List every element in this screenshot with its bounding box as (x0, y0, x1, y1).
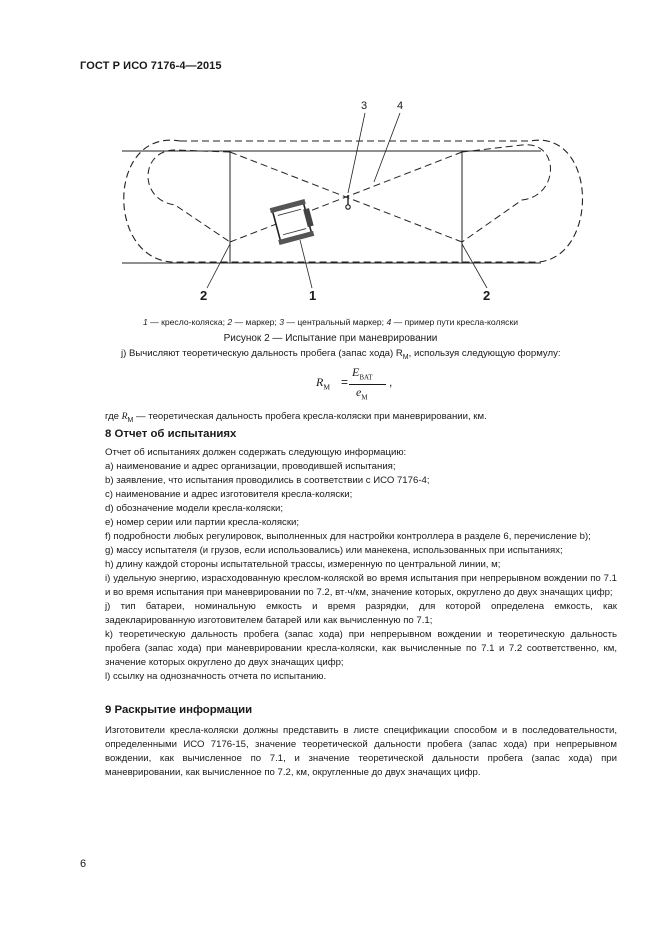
legend-num-1: 1 (142, 317, 148, 327)
formula-lhs (316, 375, 330, 391)
caption-text: — Испытание при маневрировании (269, 333, 438, 344)
section-9-title: 9 Раскрытие информации (105, 704, 253, 716)
item-j-rest: , используя следующую формулу: (408, 348, 561, 359)
wheelchair-icon (270, 198, 317, 245)
list-item: e) номер серии или партии кресла-коляски; (105, 517, 300, 528)
formula-num-symbol: E (352, 365, 360, 379)
list-item: k) теоретическую дальность пробега (запас хода) при непрерывном вождении и теоретическую дальность пробега (запас хода) при маневрировании кресла-коляски, как вычисленные по 7.1 и 7.2 соответственно, км, значение которых округлено до двух значащих цифр; (105, 629, 617, 668)
figure-caption (0, 333, 661, 344)
where-symbol: R (121, 411, 128, 422)
legend-text-4: — пример пути кресла-коляски (391, 317, 519, 327)
list-item: d) обозначение модели кресла-коляски; (105, 503, 284, 514)
formula-equals: = (341, 375, 349, 389)
document-header: ГОСТ Р ИСО 7176-4—2015 (80, 60, 222, 72)
formula-numerator (352, 365, 373, 381)
list-item: c) наименование и адрес изготовителя кресла-коляски; (105, 489, 353, 500)
where-sub: M (127, 416, 134, 424)
figure-legend (0, 317, 661, 327)
where-clause (105, 410, 625, 428)
list-item: j) тип батареи, номинальную емкость и время разрядки, для которой определена емкость, как задекларированную изготовителем батарей или как вычисленную по 7.1; (105, 601, 617, 626)
legend-text-2: — маркер; (232, 317, 280, 327)
where-text: — теоретическая дальность пробега кресла-коляски при маневрировании, км. (133, 411, 487, 422)
legend-num-3: 3 (279, 317, 284, 327)
where-pre: где (105, 411, 122, 422)
callout-2-left: 2 (200, 288, 208, 303)
callout-1: 1 (309, 288, 317, 303)
list-item: h) длину каждой стороны испытательной трассы, измеренную по центральной линии, м; (105, 559, 501, 570)
formula-num-sub: BAT (359, 373, 373, 382)
caption-prefix: Рисунок 2 (223, 333, 270, 344)
callout-4: 4 (397, 100, 404, 112)
item-j-text: j) Вычисляют теоретическую дальность пробега (запас хода) R (121, 348, 403, 359)
formula-lhs-symbol: R (316, 375, 324, 389)
callout-2-right: 2 (483, 288, 491, 303)
callout-3: 3 (361, 100, 368, 112)
list-item: i) удельную энергию, израсходованную креслом-коляской во время испытания при непрерывном вождении по 7.1 и во время испытания при маневрировании по 7.2, вт·ч/км, значение которых, округлено до двух значащих цифр; (105, 573, 617, 598)
list-item: f) подробности любых регулировок, выполненных для настройки контроллера в разделе 6, перечисление b); (105, 531, 591, 542)
legend-text-3: — центральный маркер; (283, 317, 387, 327)
formula-den-sub: M (361, 393, 368, 402)
page-number: 6 (80, 858, 87, 870)
legend-text-1: — кресло-коляска; (147, 317, 228, 327)
outer-course-path (124, 140, 583, 262)
section-8-title: 8 Отчет об испытаниях (105, 428, 237, 440)
formula-lhs-sub: M (323, 382, 331, 392)
legend-num-4: 4 (386, 317, 392, 327)
formula-comma: , (389, 375, 393, 389)
list-item: g) массу испытателя (и грузов, если использовались) или манекена, использованных при испытаниях; (105, 545, 563, 556)
section-8-intro: Отчет об испытаниях должен содержать следующую информацию: (105, 447, 407, 458)
section-9-body: Изготовители кресла-коляски должны представить в листе спецификации способом и в последовательности, определенными ИСО 7176-15, значение теоретической дальности пробега (запас хода) при непрерывном вождении, как вычисленное по 7.1, и значение теоретической дальности пробега (запас хода) при маневрировании, как вычисленное по 7.2, км, округленные до двух значащих цифр. (105, 725, 617, 778)
section-8-body (105, 446, 617, 684)
maneuvering-test-figure (0, 0, 661, 320)
list-item: l) ссылку на однозначность отчета по испытанию. (105, 671, 327, 682)
list-item: a) наименование и адрес организации, проводившей испытания; (105, 461, 396, 472)
range-formula (316, 364, 456, 402)
item-j-sub: M (402, 353, 409, 361)
legend-num-2: 2 (227, 317, 233, 327)
formula-denominator (356, 385, 368, 401)
formula-den-symbol: e (356, 385, 362, 399)
list-item: b) заявление, что испытания проводились в соответствии с ИСО 7176-4; (105, 475, 430, 486)
item-j (121, 347, 621, 365)
